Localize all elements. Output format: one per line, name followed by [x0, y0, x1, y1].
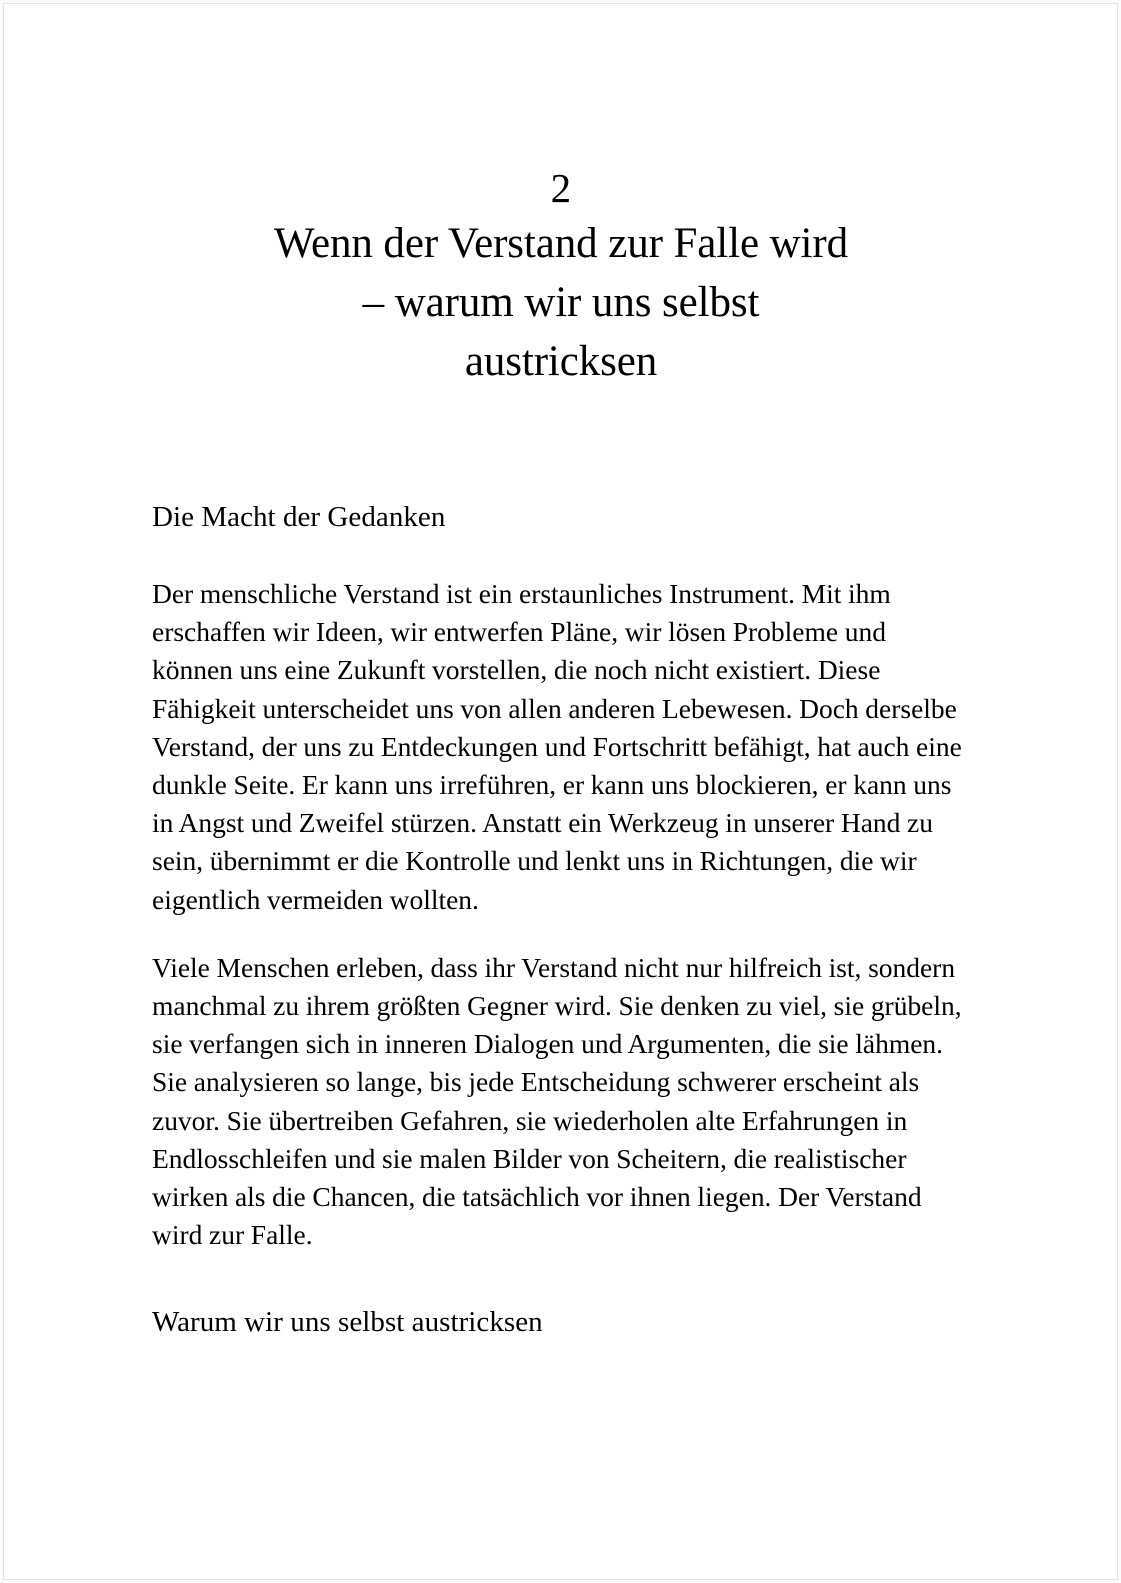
page-content [152, 4, 970, 1340]
chapter-title [152, 214, 970, 391]
chapter-title-line-1: Wenn der Verstand zur Falle wird [273, 220, 849, 267]
body-paragraph: Der menschliche Verstand ist ein erstaunliches Instrument. Mit ihm erschaffen wir Ideen, wir entwerfen Pläne, wir lösen Probleme und können uns eine Zukunft vorstellen, die noch nicht existiert. Diese Fähigkeit unterscheidet uns von allen anderen Lebewesen. Doch derselbe Verstand, der uns zu Entdeckungen und Fortschritt befähigt, hat auch eine dunkle Seite. Er kann uns irreführen, er kann uns blockieren, er kann uns in Angst und Zweifel stürzen. Anstatt ein Werkzeug in unserer Hand zu sein, übernimmt er die Kontrolle und lenkt uns in Richtungen, die wir eigentlich vermeiden wollten. [152, 578, 962, 915]
section-heading-die-macht-der-gedanken: Die Macht der Gedanken [152, 501, 446, 533]
chapter-number: 2 [550, 165, 572, 211]
document-page [3, 3, 1118, 1580]
chapter-header [152, 4, 970, 391]
chapter-title-line-3: austricksen [464, 338, 658, 385]
section-heading-warum-wir-uns-selbst-austricksen: Warum wir uns selbst austricksen [152, 1306, 543, 1339]
chapter-title-line-2: – warum wir uns selbst [362, 279, 760, 326]
body-paragraph: Viele Menschen erleben, dass ihr Verstand nicht nur hilfreich ist, sondern manchmal zu ihrem größten Gegner wird. Sie denken zu viel, sie grübeln, sie verfangen sich in inneren Dialogen und Argumenten, die sie lähmen. Sie analysieren so lange, bis jede Entscheidung schwerer erscheint als zuvor. Sie übertreiben Gefahren, sie wiederholen alte Erfahrungen in Endlosschleifen und sie malen Bilder von Scheitern, die realistischer wirken als die Chancen, die tatsächlich vor ihnen liegen. Der Verstand wird zur Falle. [152, 951, 962, 1251]
